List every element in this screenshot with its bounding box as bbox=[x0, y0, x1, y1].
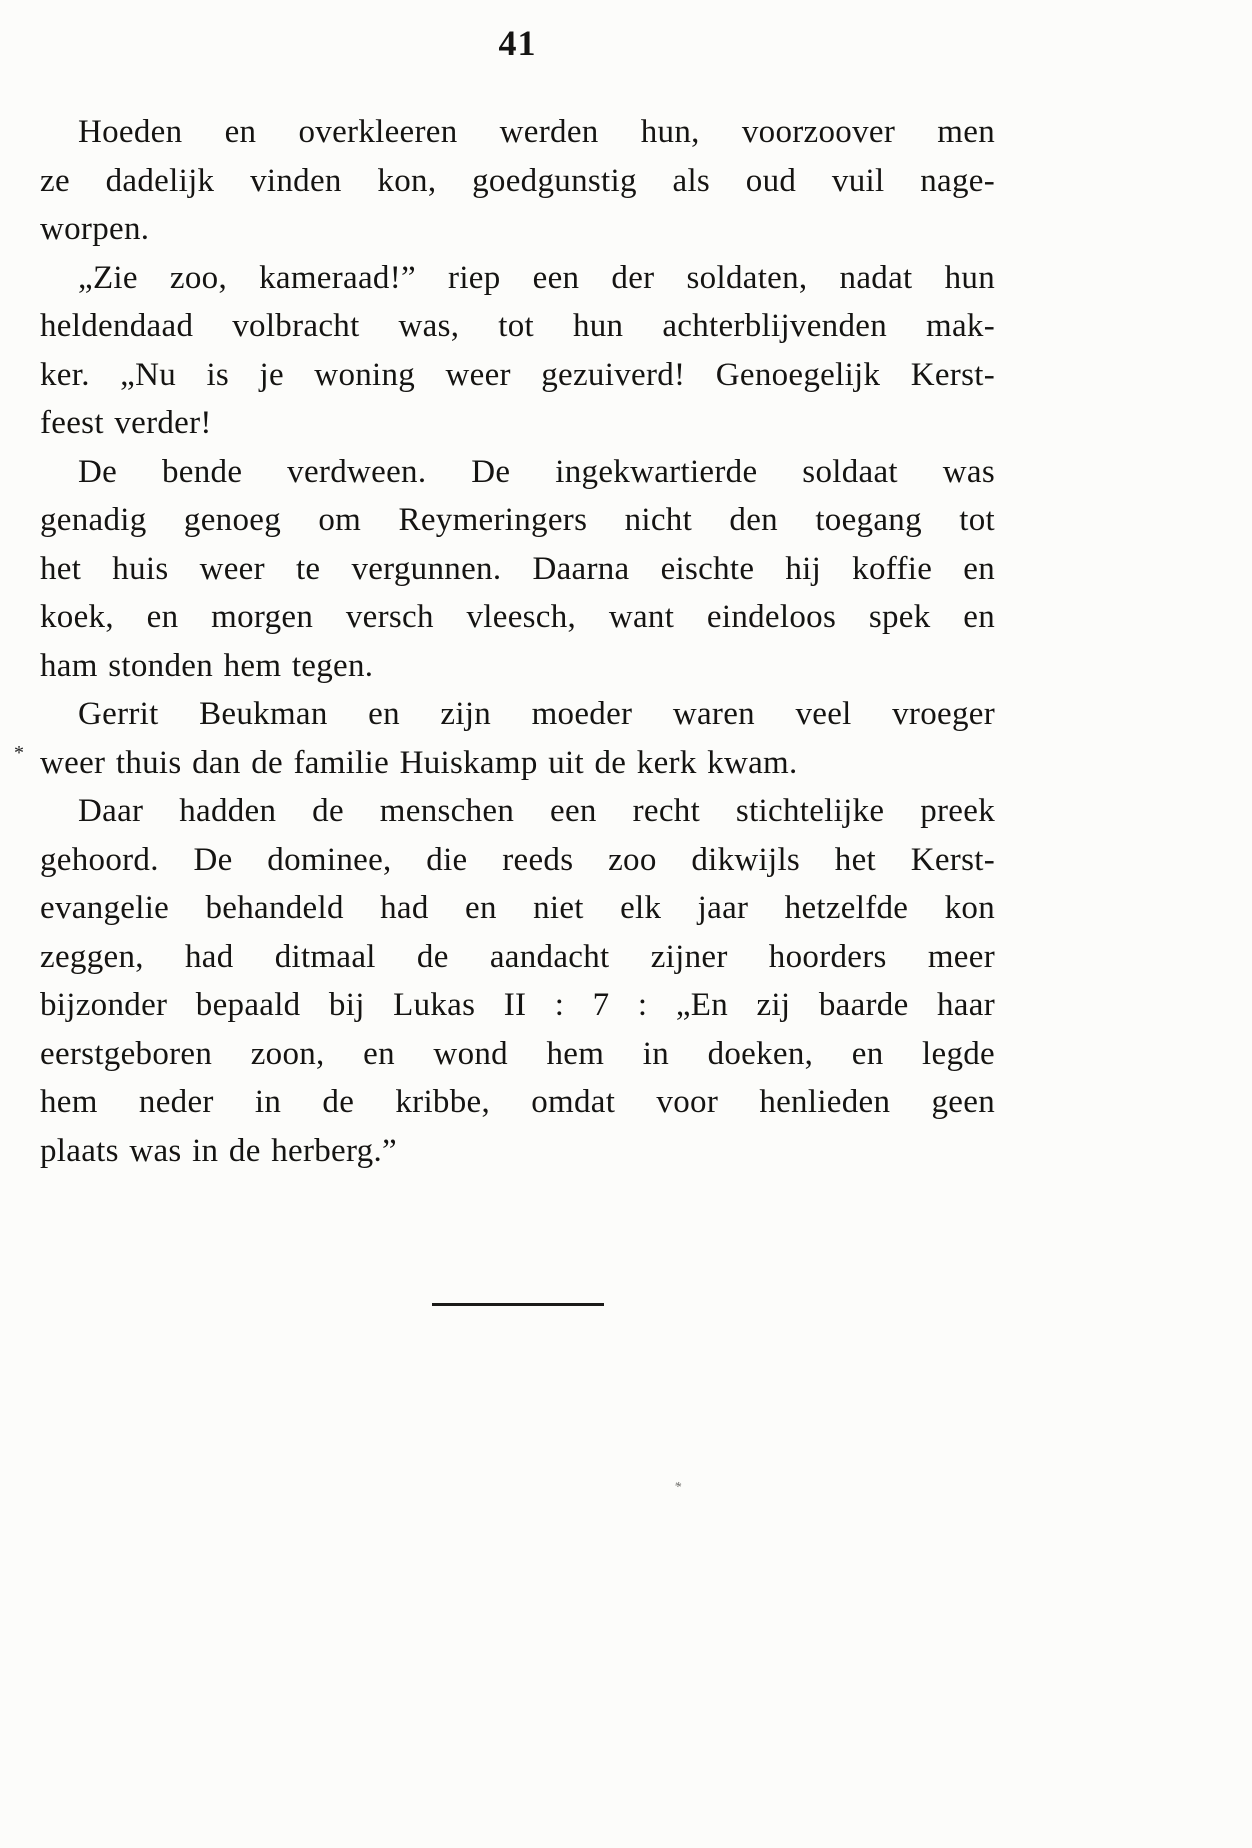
text-line: ze dadelijk vinden kon, goedgunstig als oud vuil nage- bbox=[40, 162, 995, 199]
text-line: gehoord. De dominee, die reeds zoo dikwijls het Kerst- bbox=[40, 841, 995, 878]
ink-speck: * bbox=[672, 1479, 683, 1496]
text-line: ham stonden hem tegen. bbox=[40, 647, 374, 684]
text-line: Daar hadden de menschen een recht stichtelijke preek bbox=[78, 793, 995, 829]
paragraph bbox=[40, 254, 995, 448]
paragraph bbox=[40, 690, 995, 787]
text-line: het huis weer te vergunnen. Daarna eischte hij koffie en bbox=[40, 550, 995, 587]
text-line: „Zie zoo, kameraad!” riep een der soldaten, nadat hun bbox=[78, 259, 995, 296]
text-line: Gerrit Beukman en zijn moeder waren veel vroeger bbox=[78, 696, 995, 732]
text-line: Hoeden en overkleeren werden hun, voorzoover men bbox=[78, 114, 995, 150]
text-line: evangelie behandeld had en niet elk jaar hetzelfde kon bbox=[40, 890, 995, 926]
section-divider bbox=[432, 1303, 604, 1306]
paragraph bbox=[40, 448, 995, 691]
paragraph bbox=[40, 108, 995, 254]
text-line: weer thuis dan de familie Huiskamp uit de kerk kwam. bbox=[40, 744, 798, 781]
text-line: plaats was in de herberg.” bbox=[40, 1132, 397, 1169]
text-line: hem neder in de kribbe, omdat voor henlieden geen bbox=[40, 1084, 995, 1120]
text-line: worpen. bbox=[40, 211, 150, 247]
margin-mark: * bbox=[14, 742, 24, 764]
page-number: 41 bbox=[498, 23, 537, 63]
text-line: ker. „Nu is je woning weer gezuiverd! Genoegelijk Kerst- bbox=[40, 356, 995, 393]
text-block bbox=[40, 108, 995, 1175]
text-line: eerstgeboren zoon, en wond hem in doeken, en legde bbox=[40, 1035, 995, 1072]
text-line: bijzonder bepaald bij Lukas II : 7 : „En zij baarde haar bbox=[40, 987, 995, 1023]
text-line: De bende verdween. De ingekwartierde soldaat was bbox=[78, 453, 995, 490]
text-line: zeggen, had ditmaal de aandacht zijner hoorders meer bbox=[40, 938, 995, 975]
paragraph bbox=[40, 787, 995, 1175]
text-line: feest verder! bbox=[40, 405, 212, 441]
page-content bbox=[40, 22, 995, 1306]
text-line: koek, en morgen versch vleesch, want eindeloos spek en bbox=[40, 599, 995, 635]
text-line: heldendaad volbracht was, tot hun achterblijvenden mak- bbox=[40, 308, 995, 344]
text-line: genadig genoeg om Reymeringers nicht den toegang tot bbox=[40, 502, 995, 538]
